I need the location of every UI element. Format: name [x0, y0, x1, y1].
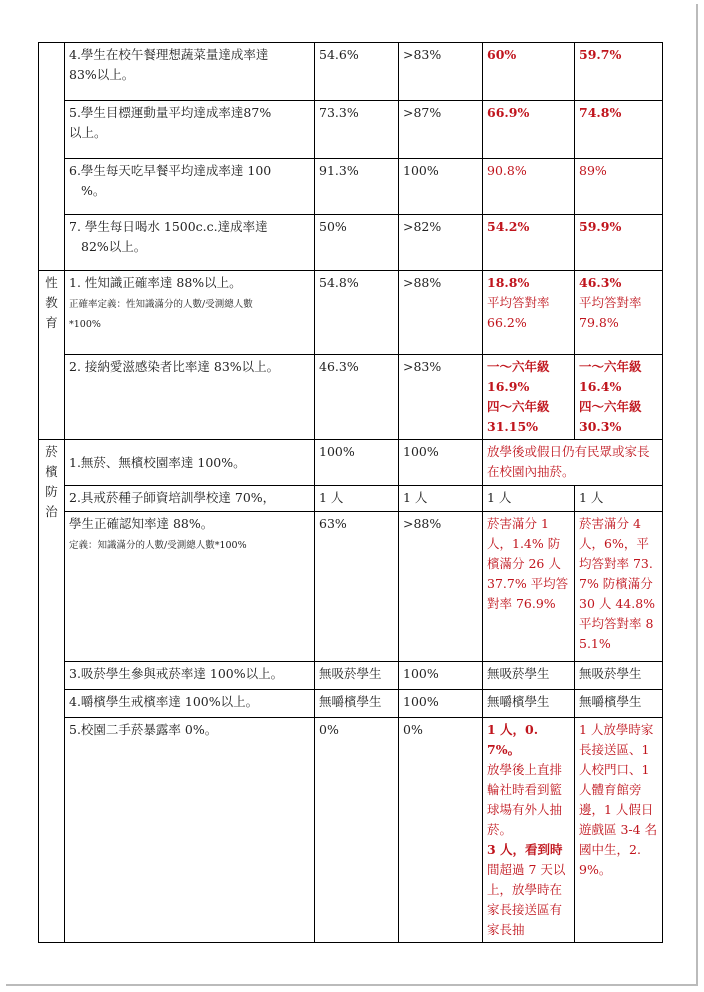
year2-cell: 59.7% [575, 43, 663, 101]
target-cell: 100% [399, 159, 483, 215]
item-cell: 6.學生每天吃早餐平均達成率達 100 %。 [65, 159, 315, 215]
table-row [39, 662, 663, 690]
section-cell-health [39, 43, 65, 271]
baseline-cell: 50% [315, 215, 399, 271]
year1-cell: 18.8% 平均答對率 66.2% [483, 271, 575, 355]
year1-cell: 66.9% [483, 101, 575, 159]
year2-cell: 1 人 [575, 486, 663, 512]
baseline-cell: 63% [315, 512, 399, 662]
baseline-cell: 73.3% [315, 101, 399, 159]
year2-cell: 74.8% [575, 101, 663, 159]
target-cell: 100% [399, 662, 483, 690]
target-cell: >88% [399, 512, 483, 662]
table-row [39, 355, 663, 440]
item-cell: 1.無菸、無檳校園率達 100%。 [65, 440, 315, 486]
table-row [39, 718, 663, 943]
baseline-cell: 46.3% [315, 355, 399, 440]
year1-cell: 1 人 [483, 486, 575, 512]
year1-cell: 1 人，0.7%。 放學後上直排輪社時看到籃球場有外人抽菸。 3 人，看到時 間超過 7 天以上，放學時在家長接送區有家長抽 [483, 718, 575, 943]
target-cell: >83% [399, 43, 483, 101]
year1-cell: 菸害滿分 1 人，1.4% 防檳滿分 26 人 37.7% 平均答對率 76.9% [483, 512, 575, 662]
table-row [39, 215, 663, 271]
baseline-cell: 100% [315, 440, 399, 486]
target-cell: >83% [399, 355, 483, 440]
baseline-cell: 無吸菸學生 [315, 662, 399, 690]
year2-cell: 一～六年級 16.4% 四～六年級 30.3% [575, 355, 663, 440]
baseline-cell: 0% [315, 718, 399, 943]
year1-cell: 無吸菸學生 [483, 662, 575, 690]
table-row [39, 43, 663, 101]
baseline-cell: 1 人 [315, 486, 399, 512]
target-cell: 1 人 [399, 486, 483, 512]
year2-cell: 菸害滿分 4 人，6%，平均答對率 73.7% 防檳滿分 30 人 44.8% 平均答對率 85.1% [575, 512, 663, 662]
table-row [39, 690, 663, 718]
item-cell: 4.學生在校午餐理想蔬菜量達成率達 83%以上。 [65, 43, 315, 101]
item-cell: 4.嚼檳學生戒檳率達 100%以上。 [65, 690, 315, 718]
baseline-cell: 54.8% [315, 271, 399, 355]
baseline-cell: 54.6% [315, 43, 399, 101]
item-cell: 5.校園二手菸暴露率 0%。 [65, 718, 315, 943]
item-cell: 1. 性知識正確率達 88%以上。 正確率定義：性知識滿分的人數/受測總人數 *100% [65, 271, 315, 355]
table-row [39, 440, 663, 486]
item-cell: 2.具戒菸種子師資培訓學校達 70%， [65, 486, 315, 512]
section-label-sex-ed: 性 教 育 [39, 271, 65, 440]
table-row [39, 486, 663, 512]
year1-cell: 無嚼檳學生 [483, 690, 575, 718]
year2-cell: 無嚼檳學生 [575, 690, 663, 718]
target-cell: 0% [399, 718, 483, 943]
baseline-cell: 無嚼檳學生 [315, 690, 399, 718]
year1-cell: 54.2% [483, 215, 575, 271]
year1-cell: 一～六年級 16.9% 四～六年級 31.15% [483, 355, 575, 440]
table-row [39, 512, 663, 662]
year2-cell: 59.9% [575, 215, 663, 271]
year2-cell: 89% [575, 159, 663, 215]
item-cell: 3.吸菸學生參與戒菸率達 100%以上。 [65, 662, 315, 690]
baseline-cell: 91.3% [315, 159, 399, 215]
table-row [39, 101, 663, 159]
item-cell: 2. 接納愛滋感染者比率達 83%以上。 [65, 355, 315, 440]
year2-cell: 無吸菸學生 [575, 662, 663, 690]
year2-cell: 46.3% 平均答對率 79.8% [575, 271, 663, 355]
year2-cell: 1 人放學時家長接送區、1 人校門口、1 人體育館旁邊，1 人假日遊戲區 3-4 名國中生，2.9%。 [575, 718, 663, 943]
item-cell: 5.學生目標運動量平均達成率達87% 以上。 [65, 101, 315, 159]
target-cell: 100% [399, 690, 483, 718]
indicator-table [38, 42, 663, 943]
item-cell: 學生正確認知率達 88%。 定義：知識滿分的人數/受測總人數*100% [65, 512, 315, 662]
target-cell: >88% [399, 271, 483, 355]
table-row [39, 159, 663, 215]
year1-cell: 60% [483, 43, 575, 101]
target-cell: 100% [399, 440, 483, 486]
target-cell: >87% [399, 101, 483, 159]
year1-cell: 90.8% [483, 159, 575, 215]
table-row [39, 271, 663, 355]
target-cell: >82% [399, 215, 483, 271]
section-label-tobacco: 菸 檳 防 治 [39, 440, 65, 943]
item-cell: 7. 學生每日喝水 1500c.c.達成率達 82%以上。 [65, 215, 315, 271]
note-cell: 放學後或假日仍有民眾或家長在校園內抽菸。 [483, 440, 663, 486]
